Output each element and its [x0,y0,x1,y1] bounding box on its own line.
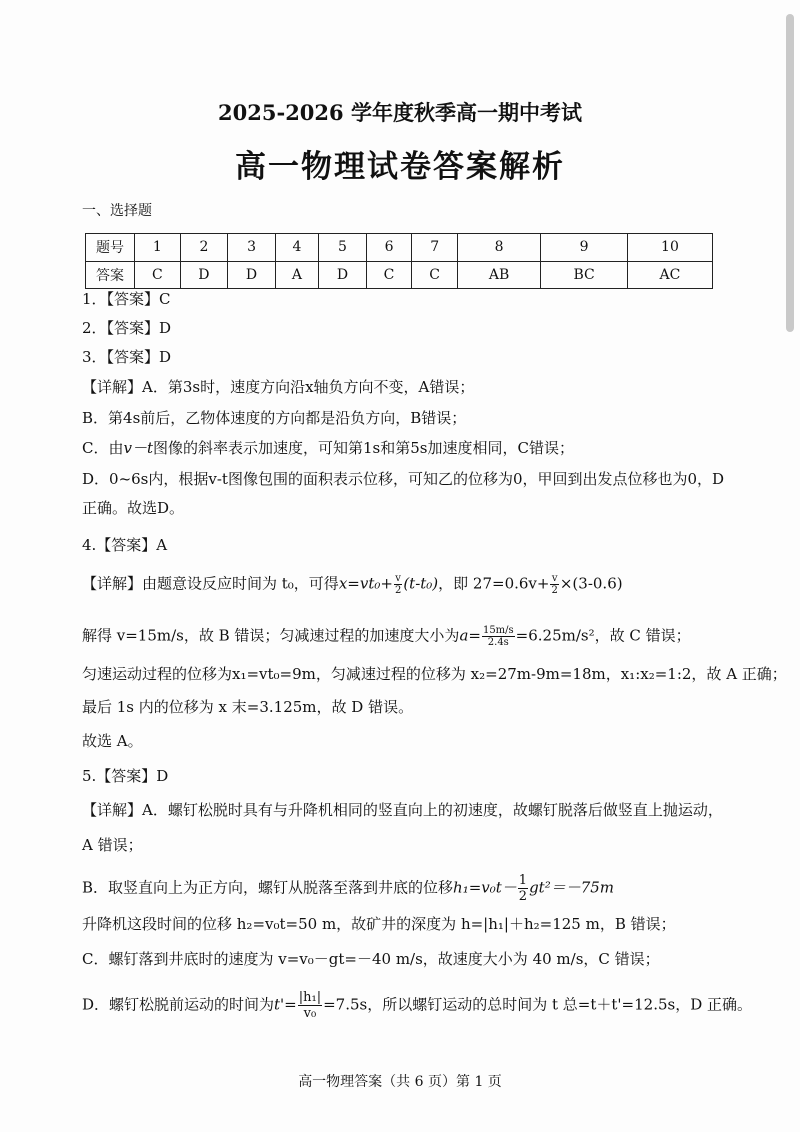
fraction-numerator: v [395,573,401,584]
q4-line-3: 匀速运动过程的位移为x₁=vt₀=9m，匀减速过程的位移为 x₂=27m-9m=18m，x₁:x₂=1:2，故 A 正确； [82,665,787,683]
q5-d-prefix: D．螺钉松脱前运动的时间为 [82,995,275,1014]
fraction [394,573,402,596]
section-heading: 一、选择题 [82,203,152,219]
row-label-answer: 答案 [86,261,135,289]
page-title: 高一物理试卷答案解析 [235,149,565,185]
table-cell: BC [541,261,628,289]
table-cell: 9 [541,234,628,262]
answer-table [85,233,713,289]
q5-answer: 5.【答案】D [82,767,169,785]
table-cell: D [180,261,228,289]
q4-line-2 [82,625,691,648]
fraction [550,573,558,596]
q3-detail-d2: 正确。故选D。 [82,499,185,517]
fraction-denominator: 2 [551,585,558,596]
q5-d-tail: =7.5s，所以螺钉运动的总时间为 t 总=t＋t'=12.5s，D 正确。 [323,995,753,1014]
table-cell: C [412,261,458,289]
q3-detail-a: 【详解】A．第3s时，速度方向沿x轴负方向不变，A错误； [82,378,475,396]
q1-answer: 1．【答案】C [82,290,171,308]
fraction-denominator: 2 [518,889,528,904]
fraction-denominator: 2 [394,585,402,596]
row-label-number: 题号 [86,234,135,262]
q5-b-eq1: h₁=v₀t－ [453,878,517,897]
table-cell: C [366,261,412,289]
q4-l1-tail: ×(3-0.6) [559,574,623,593]
table-cell: 6 [366,234,412,262]
q4-answer: 4.【答案】A [82,536,168,554]
q4-l1-prefix: 【详解】由题意设反应时间为 t₀，可得 [82,574,339,593]
table-cell: 10 [627,234,712,262]
q3-c-suffix: 图像的斜率表示加速度，可知第1s和第5s加速度相同，C错误； [153,439,574,457]
q3-c-vt: v－t [123,439,153,457]
table-cell: 8 [457,234,540,262]
table-cell: D [319,261,367,289]
q3-c-prefix: C．由 [82,439,124,457]
fraction-denominator: 2.4s [487,637,509,648]
fraction [482,625,515,648]
fraction-numerator: |h₁| [298,990,322,1005]
q3-detail-b: B．第4s前后，乙物体速度的方向都是沿负方向，B错误； [82,409,467,427]
fraction-numerator: v [551,573,558,584]
table-row [86,234,713,262]
table-cell: D [228,261,276,289]
q5-b-eq2: gt²＝－75m [529,878,615,897]
exam-title: 2025-2026 学年度秋季高一期中考试 [218,100,582,125]
q4-line-4: 最后 1s 内的位移为 x 末=3.125m，故 D 错误。 [82,698,414,716]
table-cell: 3 [228,234,276,262]
q3-answer: 3．【答案】D [82,348,172,366]
page-footer: 高一物理答案（共 6 页）第 1 页 [298,1074,502,1090]
table-cell: 5 [319,234,367,262]
q4-l2-tail: =6.25m/s²，故 C 错误； [515,626,691,645]
q4-l1-eq2: (t-t₀) [403,574,439,593]
table-cell: 2 [180,234,228,262]
q5-detail-c: C．螺钉落到井底时的速度为 v=v₀－gt=－40 m/s，故速度大小为 40 m/s，C 错误； [82,950,660,968]
q4-line-1 [82,573,623,596]
table-cell: 4 [275,234,318,262]
fraction [298,990,322,1021]
q2-answer: 2．【答案】D [82,319,172,337]
fraction-numerator: 15m/s [482,625,514,636]
table-cell: AC [627,261,712,289]
q4-l1-mid: ，即 27=0.6v+ [438,574,550,593]
fraction [518,873,528,904]
table-cell: AB [457,261,540,289]
q3-detail-d1: D．0~6s内，根据v-t图像包围的面积表示位移，可知乙的位移为0，甲回到出发点位移也为0，D [82,470,725,488]
q5-detail-b2: 升降机这段时间的位移 h₂=v₀t=50 m，故矿井的深度为 h=|h₁|＋h₂=125 m，B 错误； [82,915,676,933]
table-row [86,261,713,289]
q5-d-eq1: t'= [274,995,297,1014]
q4-l2-prefix: 解得 v=15m/s，故 B 错误；匀减速过程的加速度大小为 [82,626,460,645]
q4-line-5: 故选 A。 [82,732,143,750]
q4-l2-a: a= [459,626,481,645]
q4-l1-eq1: x=vt₀+ [338,574,393,593]
q5-detail-d [82,990,752,1021]
table-cell: 7 [412,234,458,262]
fraction-numerator: 1 [518,873,528,888]
table-cell: 1 [135,234,181,262]
q5-detail-a2: A 错误； [82,836,143,854]
q5-b-prefix: B．取竖直向上为正方向，螺钉从脱落至落到井底的位移 [82,878,454,897]
q5-detail-b [82,873,614,904]
fraction-denominator: v₀ [303,1006,317,1021]
q3-detail-c [82,438,574,458]
table-cell: C [135,261,181,289]
q5-detail-a1: 【详解】A．螺钉松脱时具有与升降机相同的竖直向上的初速度，故螺钉脱落后做竖直上抛运动， [82,801,723,819]
table-cell: A [275,261,318,289]
